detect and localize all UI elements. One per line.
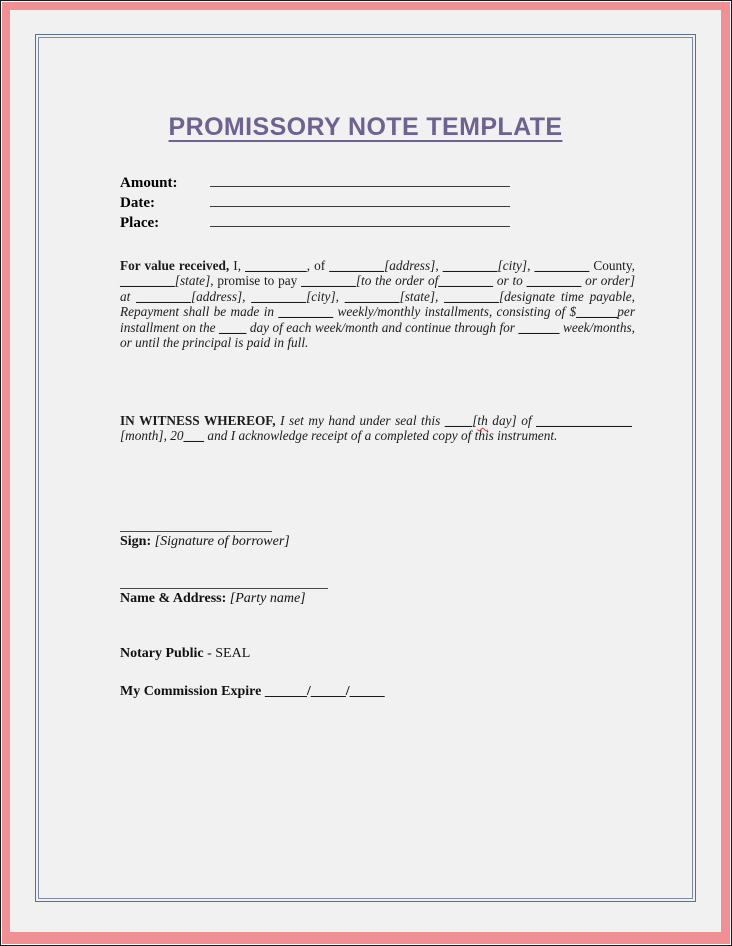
signature-block-name-address bbox=[120, 587, 328, 607]
vr-seg-3: , bbox=[435, 258, 443, 273]
signature-caption-sign bbox=[120, 534, 290, 550]
vr-blank-1[interactable]: _________ bbox=[245, 258, 307, 273]
vr-placeholder-state-2: [state] bbox=[399, 288, 436, 304]
signature-line-sign[interactable] bbox=[120, 530, 272, 532]
document-content bbox=[10, 10, 721, 932]
outer-border-top bbox=[2, 2, 730, 10]
signature-line-name-address[interactable] bbox=[120, 587, 328, 589]
signature-caption-name-address bbox=[120, 591, 328, 607]
vr-placeholder-state-1: [state] bbox=[174, 273, 211, 289]
notary-block bbox=[120, 646, 385, 700]
field-row-date bbox=[120, 193, 510, 213]
vr-italic-tail-2: weekly/monthly installments, consisting of $ bbox=[333, 304, 577, 320]
vr-placeholder-city-1: [city] bbox=[497, 258, 528, 273]
vr-seg-4: , bbox=[527, 258, 535, 273]
vr-italic-tail-3: per installment on the bbox=[120, 304, 635, 335]
vr-seg-6: , promise to pay bbox=[210, 273, 302, 289]
notary-seal-line bbox=[120, 646, 385, 662]
value-received-paragraph bbox=[120, 258, 635, 350]
vr-blank-9[interactable]: ________ bbox=[136, 288, 191, 304]
vr-seg-7: or to bbox=[493, 273, 527, 289]
field-row-place bbox=[120, 213, 510, 233]
signature-placeholder-sign: [Signature of borrower] bbox=[154, 534, 290, 549]
vr-blank-15[interactable]: ____ bbox=[218, 319, 247, 335]
vr-blank-14[interactable]: ______ bbox=[576, 304, 618, 320]
vr-blank-13[interactable]: ________ bbox=[278, 304, 334, 320]
vr-seg-9: , bbox=[242, 288, 252, 304]
field-row-amount bbox=[120, 173, 510, 193]
vr-blank-6[interactable]: ________ bbox=[301, 273, 356, 289]
commission-expire-label: My Commission Expire bbox=[120, 684, 265, 699]
vr-blank-10[interactable]: ________ bbox=[251, 288, 307, 304]
page-title: PROMISSORY NOTE TEMPLATE bbox=[168, 113, 563, 141]
signature-label-sign: Sign: bbox=[120, 534, 152, 549]
vr-blank-7[interactable]: ________ bbox=[438, 273, 494, 289]
witness-lead: IN WITNESS WHEREOF, bbox=[120, 413, 276, 428]
vr-placeholder-order-end: or order] bbox=[581, 273, 635, 289]
vr-blank-12[interactable]: ________ bbox=[444, 288, 499, 304]
commission-expire-line bbox=[120, 684, 385, 700]
witness-bracket-rest: day] bbox=[487, 413, 517, 428]
vr-blank-2[interactable]: ________ bbox=[329, 258, 385, 273]
value-received-lead: For value received, bbox=[120, 258, 230, 273]
notary-seal-text: - SEAL bbox=[203, 646, 251, 661]
witness-seg-3: [month], 20 bbox=[120, 428, 184, 444]
vr-seg-1: I, bbox=[229, 258, 246, 273]
vr-placeholder-address-1: [address] bbox=[384, 258, 436, 273]
witness-blank-2[interactable]: ______________ bbox=[536, 413, 632, 428]
witness-bracket-open: [ bbox=[472, 413, 478, 428]
field-label-place: Place: bbox=[120, 215, 160, 231]
vr-blank-11[interactable]: ________ bbox=[344, 288, 400, 304]
field-line-place[interactable] bbox=[210, 213, 510, 227]
witness-blank-1[interactable]: ____ bbox=[444, 413, 473, 428]
field-label-date: Date: bbox=[120, 195, 155, 211]
notary-public-label: Notary Public bbox=[120, 646, 204, 661]
witness-seg-2: of bbox=[516, 413, 537, 428]
vr-blank-8[interactable]: ________ bbox=[526, 273, 582, 289]
vr-blank-4[interactable]: ________ bbox=[534, 258, 590, 273]
witness-seg-1: I set my hand under seal this bbox=[275, 413, 445, 428]
signature-block-sign bbox=[120, 530, 290, 550]
witness-seg-4: and I acknowledge receipt of a completed copy of this instrument. bbox=[204, 428, 558, 444]
vr-blank-3[interactable]: ________ bbox=[442, 258, 498, 273]
vr-blank-16[interactable]: ______ bbox=[518, 319, 560, 335]
signature-placeholder-name-address: [Party name] bbox=[229, 591, 306, 606]
vr-italic-tail: [designate time payable, Repayment shall be made in bbox=[120, 288, 635, 320]
witness-paragraph bbox=[120, 413, 632, 444]
field-line-date[interactable] bbox=[210, 193, 510, 207]
vr-seg-11: , bbox=[435, 288, 445, 304]
document-surface bbox=[10, 10, 721, 932]
outer-border-left bbox=[2, 2, 10, 944]
witness-misspelled-word: th bbox=[477, 413, 488, 428]
signature-label-name-address: Name & Address: bbox=[120, 591, 227, 606]
witness-blank-3[interactable]: ___ bbox=[183, 428, 205, 444]
vr-placeholder-address-2: [address] bbox=[190, 288, 243, 304]
field-line-amount[interactable] bbox=[210, 173, 510, 187]
outer-border-right bbox=[721, 2, 730, 944]
vr-seg-10: , bbox=[335, 288, 345, 304]
vr-blank-5[interactable]: ________ bbox=[120, 273, 175, 289]
vr-placeholder-city-2: [city] bbox=[306, 288, 336, 304]
vr-seg-5: County, bbox=[589, 258, 635, 273]
outer-border-bottom bbox=[2, 932, 730, 944]
vr-seg-8: at bbox=[120, 288, 137, 304]
field-block bbox=[120, 173, 510, 233]
commission-expire-blanks[interactable]: ______/_____/_____ bbox=[264, 684, 385, 699]
vr-italic-tail-5: week/months, or until the principal is paid in full. bbox=[120, 319, 635, 351]
vr-italic-tail-4: day of each week/month and continue through for bbox=[246, 319, 519, 335]
field-label-amount: Amount: bbox=[120, 175, 178, 191]
vr-placeholder-order: [to the order of bbox=[355, 273, 439, 289]
vr-seg-2: , of bbox=[306, 258, 330, 273]
